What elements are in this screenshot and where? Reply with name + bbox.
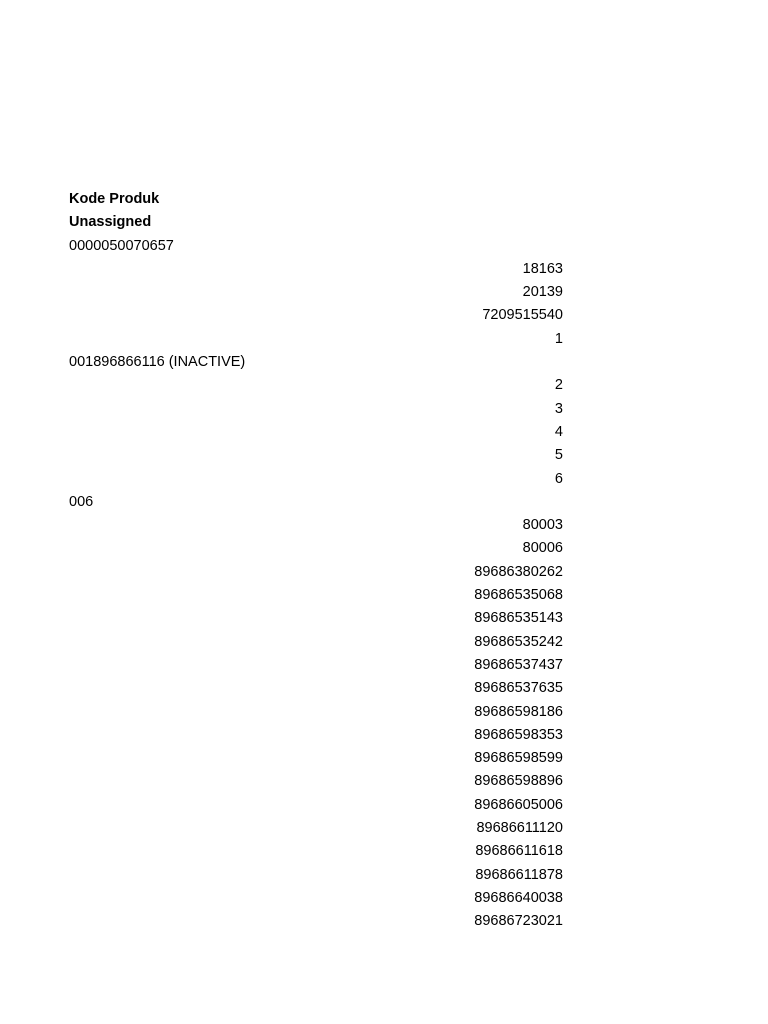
code-value: 89686380262 — [474, 563, 563, 580]
code-value: 89686598599 — [474, 750, 563, 767]
code-value: 80006 — [522, 540, 563, 557]
code-value: 5 — [554, 447, 563, 464]
code-value: 89686535242 — [474, 633, 563, 650]
column-header: Kode Produk — [69, 191, 160, 207]
code-value: 7209515540 — [482, 307, 563, 324]
code-value: 89686535143 — [474, 610, 563, 627]
code-value: 89686723021 — [474, 913, 563, 930]
group-label: 001896866116 (INACTIVE) — [69, 354, 246, 371]
code-value: 6 — [554, 470, 563, 487]
rows-container — [69, 211, 563, 933]
code-value: 89686611618 — [475, 843, 563, 860]
code-value: 89686640038 — [474, 889, 563, 906]
code-value: 2 — [554, 377, 563, 394]
group-label: Unassigned — [69, 214, 152, 231]
code-value: 80003 — [522, 517, 563, 534]
code-value: 89686535068 — [474, 587, 563, 604]
code-value: 89686598896 — [474, 773, 563, 790]
product-code-list — [69, 188, 563, 934]
code-value: 20139 — [522, 284, 563, 301]
group-label: 006 — [69, 493, 94, 510]
code-value: 4 — [554, 423, 563, 440]
group-label: 0000050070657 — [69, 237, 174, 254]
code-value: 3 — [554, 400, 563, 417]
code-value: 89686605006 — [474, 796, 563, 813]
code-value: 89686537437 — [474, 656, 563, 673]
code-value: 89686598353 — [474, 726, 563, 743]
code-value: 18163 — [522, 260, 563, 277]
code-value: 89686537635 — [474, 680, 563, 697]
code-value: 1 — [554, 330, 563, 347]
code-value: 89686611120 — [476, 820, 563, 837]
code-value: 89686598186 — [474, 703, 563, 720]
code-value: 89686611878 — [475, 866, 563, 883]
